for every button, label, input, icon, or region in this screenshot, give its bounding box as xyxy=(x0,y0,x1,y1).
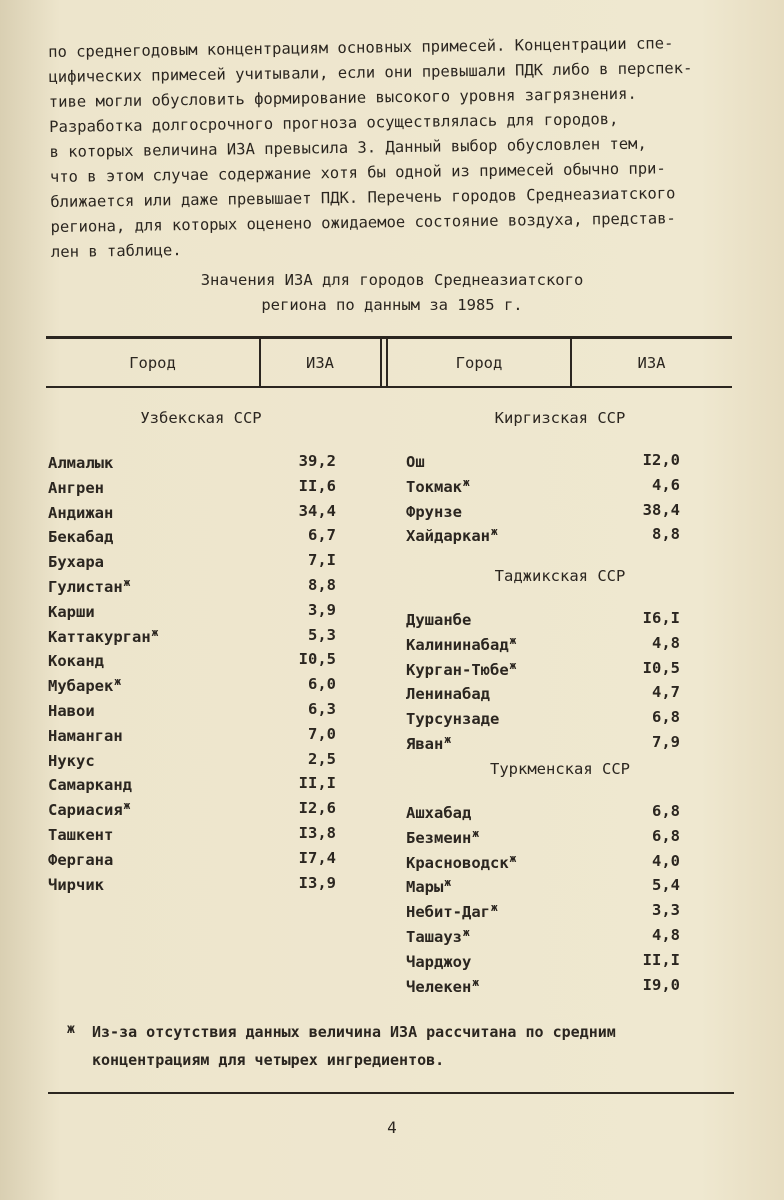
city-name-text: Бекабад xyxy=(48,528,114,547)
city-name-text: Самарканд xyxy=(48,776,132,795)
city-name xyxy=(406,476,470,496)
city-name-text: Безмеин xyxy=(406,828,472,847)
table-row xyxy=(48,626,336,646)
iza-value: 39,2 xyxy=(298,452,336,470)
table-row xyxy=(406,876,680,896)
table-row xyxy=(48,650,336,670)
footnote-star: ж xyxy=(444,733,451,746)
city-name xyxy=(406,926,470,946)
footnote-star: ж xyxy=(472,975,479,989)
city-name-text: Ташауз xyxy=(406,928,462,947)
table-row xyxy=(48,849,336,869)
city-name xyxy=(48,601,96,621)
city-name-text: Хайдаркан xyxy=(406,527,490,546)
iza-value: 5,3 xyxy=(308,625,336,644)
city-name-text: Токмак xyxy=(406,477,462,496)
footnote-star: ж xyxy=(151,625,159,639)
iza-value: I0,5 xyxy=(642,658,680,677)
footnote-star: ж xyxy=(491,901,498,915)
city-name xyxy=(48,650,105,670)
iza-value: II,I xyxy=(642,950,680,969)
table-row xyxy=(406,659,680,679)
footnote-star: ж xyxy=(114,675,121,689)
iza-value: I3,8 xyxy=(298,824,336,842)
city-name xyxy=(406,827,479,847)
city-name-text: Мубарек xyxy=(48,677,114,696)
footnote-mark: ж xyxy=(67,1022,75,1037)
group-title: Туркменская ССР xyxy=(490,760,630,778)
iza-value: 4,6 xyxy=(652,475,680,494)
table-row xyxy=(48,502,336,522)
table-row xyxy=(48,601,336,621)
table-row xyxy=(48,874,336,894)
city-name-text: Бухара xyxy=(48,553,104,572)
iza-value: 4,8 xyxy=(652,633,680,652)
city-name xyxy=(406,609,472,629)
city-name xyxy=(406,901,498,921)
table-row xyxy=(406,733,680,753)
city-name xyxy=(48,452,114,472)
iza-value: 7,0 xyxy=(308,724,336,743)
city-name xyxy=(48,774,133,794)
city-name-text: Нукус xyxy=(48,751,95,770)
iza-value: 7,I xyxy=(308,551,336,570)
table-row xyxy=(406,802,680,822)
city-name-text: Фергана xyxy=(48,850,114,869)
table-row xyxy=(406,976,680,996)
city-name xyxy=(48,675,121,695)
city-name-text: Гулистан xyxy=(48,578,123,597)
iza-value: 3,3 xyxy=(652,901,680,920)
iza-value: I6,I xyxy=(642,609,680,627)
table-row xyxy=(48,750,336,770)
iza-value: I3,9 xyxy=(298,873,336,892)
city-name-text: Челекен xyxy=(406,977,472,996)
iza-value: I0,5 xyxy=(298,650,336,669)
table-row xyxy=(406,501,680,521)
city-name-text: Красноводск xyxy=(406,853,509,872)
footnote-star: ж xyxy=(463,926,470,939)
table-row xyxy=(406,609,680,629)
footnote-star: ж xyxy=(509,633,517,647)
iza-value: I7,4 xyxy=(298,848,336,867)
table-row xyxy=(48,551,336,571)
iza-value: 6,8 xyxy=(652,802,680,820)
city-name-text: Ош xyxy=(406,453,425,472)
iza-value: 2,5 xyxy=(308,749,336,768)
iza-value: II,6 xyxy=(298,476,336,495)
iza-value: 5,4 xyxy=(652,876,680,895)
city-name-text: Мары xyxy=(406,878,444,897)
city-name xyxy=(48,526,114,546)
footnote-star: ж xyxy=(509,658,517,672)
iza-value: 38,4 xyxy=(642,500,680,519)
city-name xyxy=(406,802,472,822)
iza-value: 3,9 xyxy=(308,600,336,619)
city-name xyxy=(406,659,516,679)
iza-value: 6,8 xyxy=(652,826,680,845)
table-row xyxy=(48,725,336,745)
iza-value: 8,8 xyxy=(652,525,680,544)
group-title: Киргизская ССР xyxy=(494,409,626,427)
city-name-text: Ашхабад xyxy=(406,804,472,823)
table-top-rule xyxy=(46,336,732,339)
city-name-text: Курган-Тюбе xyxy=(406,660,509,679)
group-title: Узбекская ССР xyxy=(140,409,262,427)
table-row xyxy=(406,683,680,703)
city-name xyxy=(48,849,114,869)
iza-value: 6,3 xyxy=(308,700,336,718)
footnote-text: Из-за отсутствия данных величина ИЗА рассчитана по средним концентрациям для четырех ингредиентов. xyxy=(92,1023,616,1069)
footnote xyxy=(67,1018,712,1074)
intro-text: по среднегодовым концентрациям основных примесей. Концентрации спе- цифических примесей учитывали, если они превышали ПДК либо в перспек- тиве могли обусловить формирование высокого уровня загрязнения. Разработка долгосрочного прогноза осуществлялась для городов, в которых величина ИЗА превысила 3. Данный выбор обусловлен тем, что в этом случае содержание хотя бы одной из примесей обычно при- ближается или даже превышает ПДК. Перечень городов Среднеазиатского региона, для которых оценено ожидаемое состояние воздуха, представ- лен в таблице. xyxy=(48,34,693,261)
city-name xyxy=(48,725,124,745)
header-divider-2a xyxy=(380,338,382,388)
city-name xyxy=(48,799,130,819)
city-name xyxy=(48,576,130,596)
city-name-text: Навои xyxy=(48,702,95,721)
city-name-text: Алмалык xyxy=(48,454,114,473)
city-name-text: Фрунзе xyxy=(406,502,462,521)
footnote-star: ж xyxy=(123,799,131,813)
iza-value: 6,0 xyxy=(308,675,336,694)
city-name-text: Сариасия xyxy=(48,801,123,820)
city-name-text: Наманган xyxy=(48,726,123,745)
city-name xyxy=(406,976,479,996)
table-caption: Значения ИЗА для городов Среднеазиатского региона по данным за 1985 г. xyxy=(200,271,584,314)
city-name xyxy=(406,733,451,753)
table-row xyxy=(406,451,680,471)
table-row xyxy=(406,476,680,496)
table-row xyxy=(48,526,336,546)
city-name xyxy=(406,951,472,971)
table-header-bottom-rule xyxy=(46,386,732,388)
city-name-text: Турсунзаде xyxy=(406,710,500,729)
city-name-text: Яван xyxy=(406,735,444,754)
iza-value: I2,6 xyxy=(298,799,336,818)
page-number: 4 xyxy=(387,1118,397,1137)
footnote-star: ж xyxy=(491,525,498,539)
city-name xyxy=(406,634,516,654)
city-name-text: Чирчик xyxy=(48,875,104,894)
city-name xyxy=(48,824,114,844)
city-name-text: Каттакурган xyxy=(48,627,151,646)
header-city-left: Город xyxy=(129,354,176,372)
table-row xyxy=(48,774,336,794)
table-row xyxy=(406,926,680,946)
bottom-rule xyxy=(48,1092,734,1094)
table-row xyxy=(406,634,680,654)
table-row xyxy=(406,852,680,872)
city-name xyxy=(406,852,516,872)
group-title: Таджикская ССР xyxy=(494,567,626,585)
table-row xyxy=(406,901,680,921)
iza-value: 4,0 xyxy=(652,851,680,870)
iza-value: I9,0 xyxy=(642,975,680,994)
iza-value: 6,8 xyxy=(652,708,680,727)
iza-value: I2,0 xyxy=(642,451,680,469)
table-row xyxy=(406,827,680,847)
table-row xyxy=(48,576,336,596)
table-row xyxy=(406,708,680,728)
city-name-text: Коканд xyxy=(48,652,104,671)
city-name xyxy=(48,551,105,571)
city-name xyxy=(406,501,463,521)
city-name-text: Душанбе xyxy=(406,611,472,630)
footnote-star: ж xyxy=(472,826,479,840)
footnote-star: ж xyxy=(123,576,131,589)
city-name xyxy=(48,502,114,522)
city-name xyxy=(406,451,426,471)
city-name xyxy=(406,876,451,896)
table-row xyxy=(48,799,336,819)
city-name-text: Калининабад xyxy=(406,635,509,654)
city-name-text: Ленинабад xyxy=(406,685,490,704)
table-row xyxy=(48,675,336,695)
city-name xyxy=(48,626,158,646)
iza-value: 4,8 xyxy=(652,926,680,944)
city-name-text: Карши xyxy=(48,602,95,621)
city-name-text: Ангрен xyxy=(48,478,104,497)
iza-value: 7,9 xyxy=(652,733,680,751)
table-row xyxy=(406,525,680,545)
table-row xyxy=(48,452,336,472)
table-row xyxy=(406,951,680,971)
iza-value: 8,8 xyxy=(308,576,336,594)
footnote-star: ж xyxy=(509,851,517,865)
iza-value: 34,4 xyxy=(298,501,336,520)
city-name xyxy=(48,750,96,770)
city-name xyxy=(406,708,500,728)
city-name-text: Небит-Даг xyxy=(406,903,490,922)
city-name-text: Андижан xyxy=(48,503,114,522)
header-city-right: Город xyxy=(455,354,503,372)
table-row xyxy=(48,477,336,497)
header-iza-right: ИЗА xyxy=(637,354,666,372)
footnote-star: ж xyxy=(444,876,451,890)
city-name xyxy=(48,700,96,720)
header-iza-left: ИЗА xyxy=(306,354,334,372)
table-row xyxy=(48,824,336,844)
iza-value: 6,7 xyxy=(308,526,336,545)
city-name xyxy=(406,683,491,703)
city-name xyxy=(406,525,498,545)
footnote-star: ж xyxy=(463,475,470,489)
table-row xyxy=(48,700,336,720)
iza-value: II,I xyxy=(298,774,336,793)
city-name xyxy=(48,477,105,497)
city-name xyxy=(48,874,105,894)
iza-value: 4,7 xyxy=(652,683,680,702)
intro-paragraph xyxy=(48,30,751,265)
city-name-text: Чарджоу xyxy=(406,952,472,971)
city-name-text: Ташкент xyxy=(48,826,114,845)
